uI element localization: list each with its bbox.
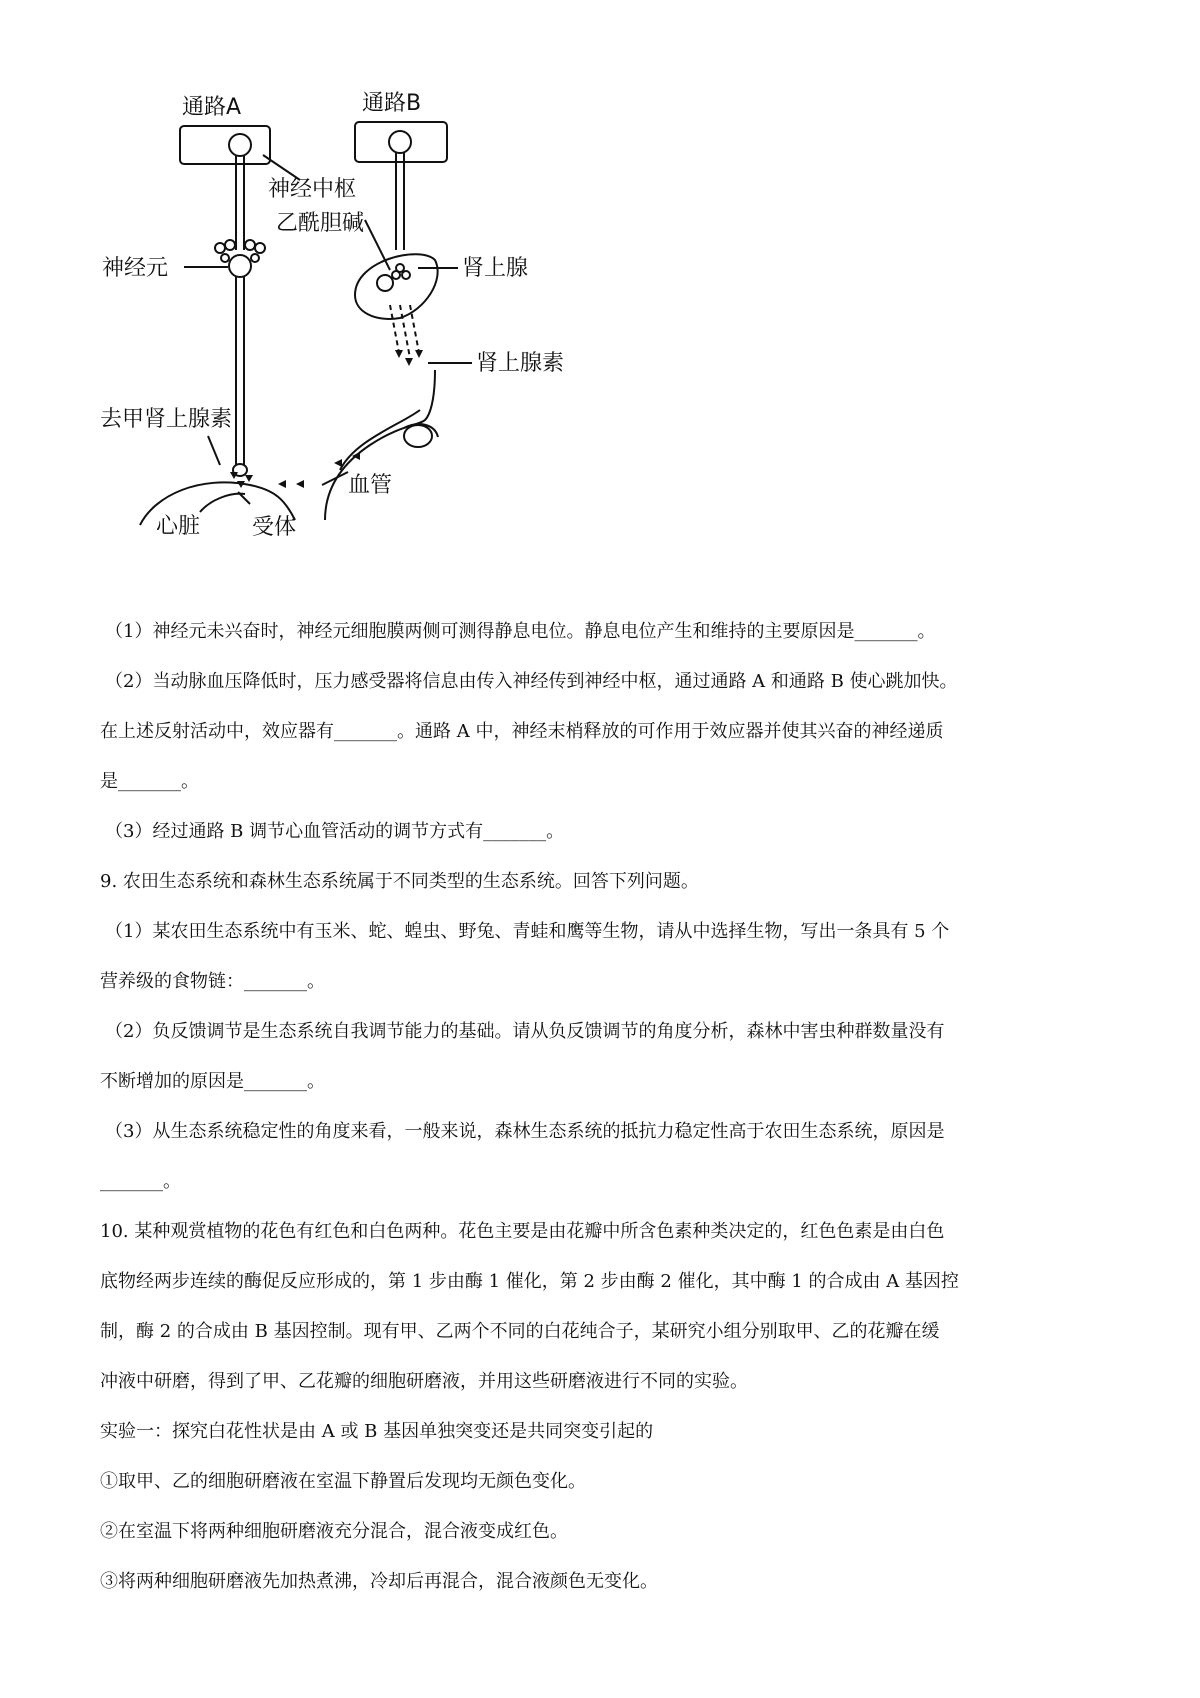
q8-part3: （3）经过通路 B 调节心血管活动的调节方式有_______。 (105, 821, 565, 842)
q8-part2-line2: 在上述反射活动中，效应器有_______。通路 A 中，神经末梢释放的可作用于效应器并使其兴奋的神经递质 (100, 721, 944, 742)
label-epinephrine: 肾上腺素 (476, 351, 565, 376)
experiment1-step1: ①取甲、乙的细胞研磨液在室温下静置后发现均无颜色变化。 (100, 1471, 586, 1492)
q9-part1-line1: （1）某农田生态系统中有玉米、蛇、蝗虫、野兔、青蛙和鹰等生物，请从中选择生物，写出一条具有 5 个 (105, 921, 950, 942)
q9-part1-line2: 营养级的食物链：_______。 (100, 971, 325, 992)
label-receptor: 受体 (252, 515, 297, 540)
label-neuron: 神经元 (102, 256, 169, 281)
label-acetylcholine: 乙酰胆碱 (276, 211, 365, 236)
experiment1-step2: ②在室温下将两种细胞研磨液充分混合，混合液变成红色。 (100, 1521, 568, 1542)
q10-stem-line4: 冲液中研磨，得到了甲、乙花瓣的细胞研磨液，并用这些研磨液进行不同的实验。 (100, 1371, 748, 1392)
q9-stem: 9. 农田生态系统和森林生态系统属于不同类型的生态系统。回答下列问题。 (100, 871, 699, 892)
label-norepinephrine: 去甲肾上腺素 (100, 407, 233, 432)
label-vessel: 血管 (348, 473, 393, 498)
label-heart: 心脏 (156, 514, 201, 539)
label-path-b: 通路B (362, 91, 422, 116)
center-box-b (355, 122, 447, 162)
q9-part2-line2: 不断增加的原因是_______。 (100, 1071, 325, 1092)
experiment1-title: 实验一：探究白花性状是由 A 或 B 基因单独突变还是共同突变引起的 (100, 1421, 654, 1442)
q9-part2-line1: （2）负反馈调节是生态系统自我调节能力的基础。请从负反馈调节的角度分析，森林中害虫种群数量没有 (105, 1021, 945, 1042)
q8-part2-line3: 是_______。 (100, 771, 199, 792)
neuron-b-soma (389, 131, 411, 153)
label-nerve-center: 神经中枢 (268, 177, 357, 202)
q10-stem-line2: 底物经两步连续的酶促反应形成的，第 1 步由酶 1 催化，第 2 步由酶 2 催化，其中酶 1 的合成由 A 基因控 (100, 1271, 959, 1292)
q9-part3-line2: _______。 (100, 1171, 181, 1192)
neuron-a2-soma (229, 255, 251, 277)
q10-stem-line1: 10. 某种观赏植物的花色有红色和白色两种。花色主要是由花瓣中所含色素种类决定的，红色色素是由白色 (100, 1221, 945, 1242)
q9-part3-line1: （3）从生态系统稳定性的角度来看，一般来说，森林生态系统的抵抗力稳定性高于农田生态系统，原因是 (105, 1121, 945, 1142)
adrenal-gland (355, 254, 438, 319)
experiment1-step3: ③将两种细胞研磨液先加热煮沸，冷却后再混合，混合液颜色无变化。 (100, 1571, 658, 1592)
label-path-a: 通路A (182, 95, 242, 120)
q8-part1: （1）神经元未兴奋时，神经元细胞膜两侧可测得静息电位。静息电位产生和维持的主要原因是_______。 (105, 621, 936, 642)
neural-pathway-diagram (100, 80, 580, 560)
q8-part2-line1: （2）当动脉血压降低时，压力感受器将信息由传入神经传到神经中枢，通过通路 A 和通路 B 使心跳加快。 (105, 671, 958, 692)
center-box-a (180, 126, 270, 164)
label-adrenal: 肾上腺 (462, 256, 529, 281)
neuron-a-soma (229, 134, 251, 156)
q10-stem-line3: 制，酶 2 的合成由 B 基因控制。现有甲、乙两个不同的白花纯合子，某研究小组分别取甲、乙的花瓣在缓 (100, 1321, 940, 1342)
